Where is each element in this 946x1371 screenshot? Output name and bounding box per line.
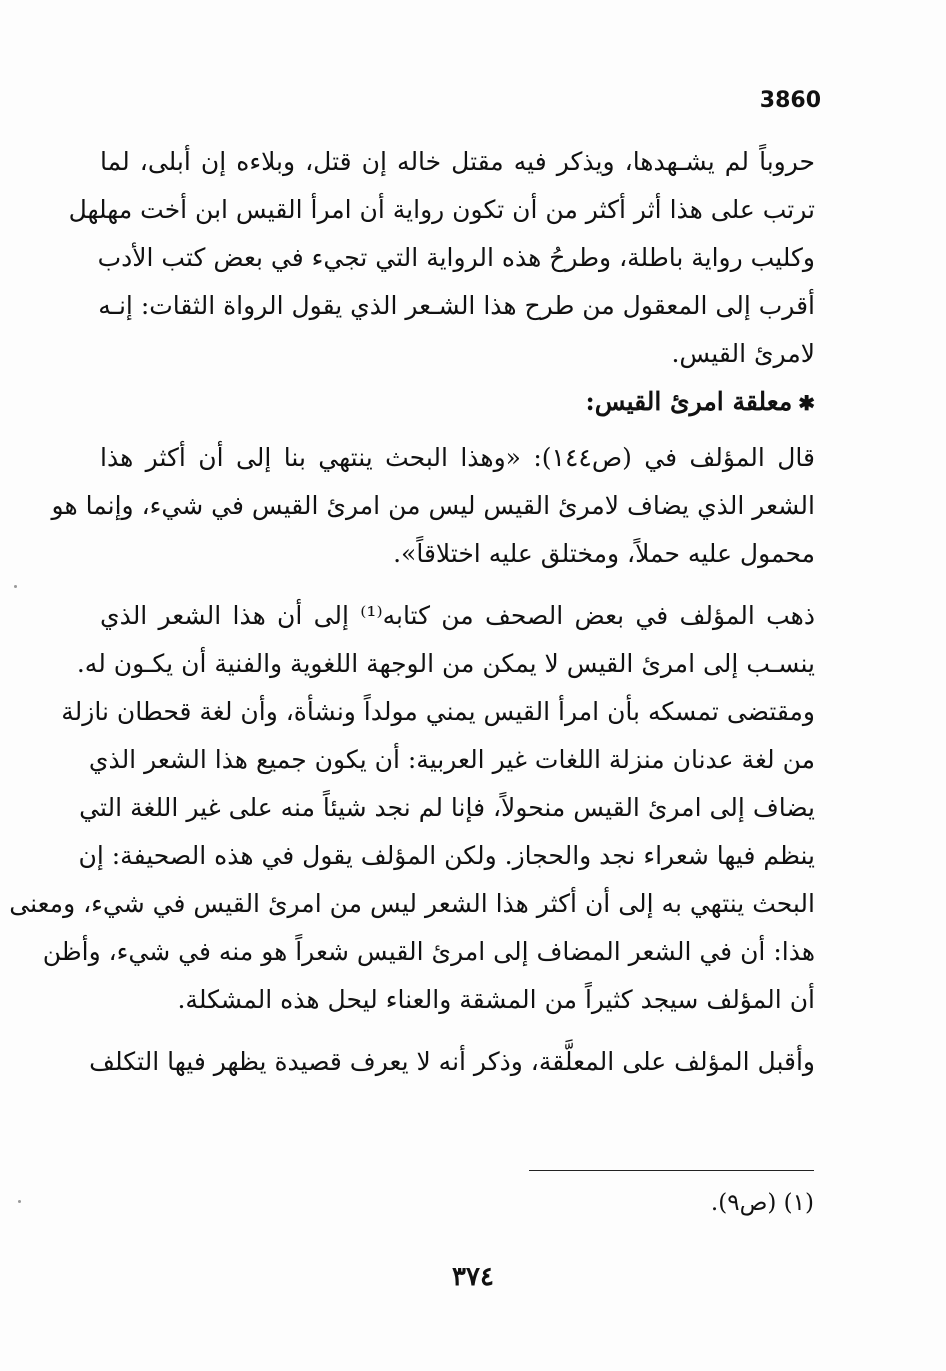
text-line: البحث ينتهي به إلى أن أكثر هذا الشعر ليس من امرئ القيس في شيء، ومعنى [9,889,815,918]
text-line: ينظم فيها شعراء نجد والحجاز. ولكن المؤلف يقول في هذه الصحيفة: إن [78,841,815,870]
text-line: لامرئ القيس. [671,339,815,368]
text-line: حروباً لم يشـهدها، ويذكر فيه مقتل خاله إن قتل، وبلاءه إن أبلى، لما [100,147,815,176]
paragraph [68,138,815,378]
text-line: من لغة عدنان منزلة اللغات غير العربية: أن يكون جميع هذا الشعر الذي [88,745,815,774]
footnote: (١) (ص٩). [710,1190,814,1216]
text-line: يضاف إلى امرئ القيس منحولاً، فإنا لم نجد شيئاً منه على غير اللغة التي [79,793,815,822]
body-text [9,138,815,1086]
section-heading [100,378,815,434]
text-line: أن المؤلف سيجد كثيراً من المشقة والعناء ليحل هذه المشكلة. [177,985,815,1014]
paragraph [9,592,815,1024]
text-line: قال المؤلف في (ص١٤٤): «وهذا البحث ينتهي بنا إلى أن أكثر هذا [100,443,815,472]
text-line: أقرب إلى المعقول من طرح هذا الشـعر الذي يقول الرواة الثقات: إنـه [98,291,815,320]
paragraph [51,434,815,578]
text-line: الشعر الذي يضاف لامرئ القيس ليس من امرئ القيس في شيء، وإنما هو [51,491,815,520]
text-line: ترتب على هذا أثر أكثر من أن تكون رواية أن امرأ القيس ابن أخت مهلهل [68,195,815,224]
page-number: ٣٧٤ [452,1262,494,1292]
text-line: وأقبل المؤلف على المعلَّقة، وذكر أنه لا يعرف قصيدة يظهر فيها التكلف [89,1047,815,1076]
paragraph-gap [100,578,815,592]
text-line: ينسـب إلى امرئ القيس لا يمكن من الوجهة اللغوية والفنية أن يكـون له. [76,649,815,678]
scan-speck [18,1200,21,1203]
paragraph [89,1038,815,1086]
scan-page-number: 3860 [759,88,821,113]
text-line: هذا: أن في الشعر المضاف إلى امرئ القيس شعراً هو منه في شيء، وأظن [42,937,815,966]
footnote-divider [529,1170,814,1171]
scan-speck [14,585,17,588]
text-line: وكليب رواية باطلة، وطرحُ هذه الرواية التي تجيء في بعض كتب الأدب [97,243,815,272]
text-line: ذهب المؤلف في بعض الصحف من كتابه⁽¹⁾ إلى أن هذا الشعر الذي [100,601,815,630]
asterisk-icon: ✱ [798,391,815,415]
section-heading-text: معلقة امرئ القيس: [585,387,793,416]
text-line: محمول عليه حملاً، ومختلق عليه اختلاقاً». [393,539,815,568]
paragraph-gap [100,1024,815,1038]
text-line: ومقتضى تمسكه بأن امرأ القيس يمني مولداً ونشأة، وأن لغة قحطان نازلة [61,697,815,726]
